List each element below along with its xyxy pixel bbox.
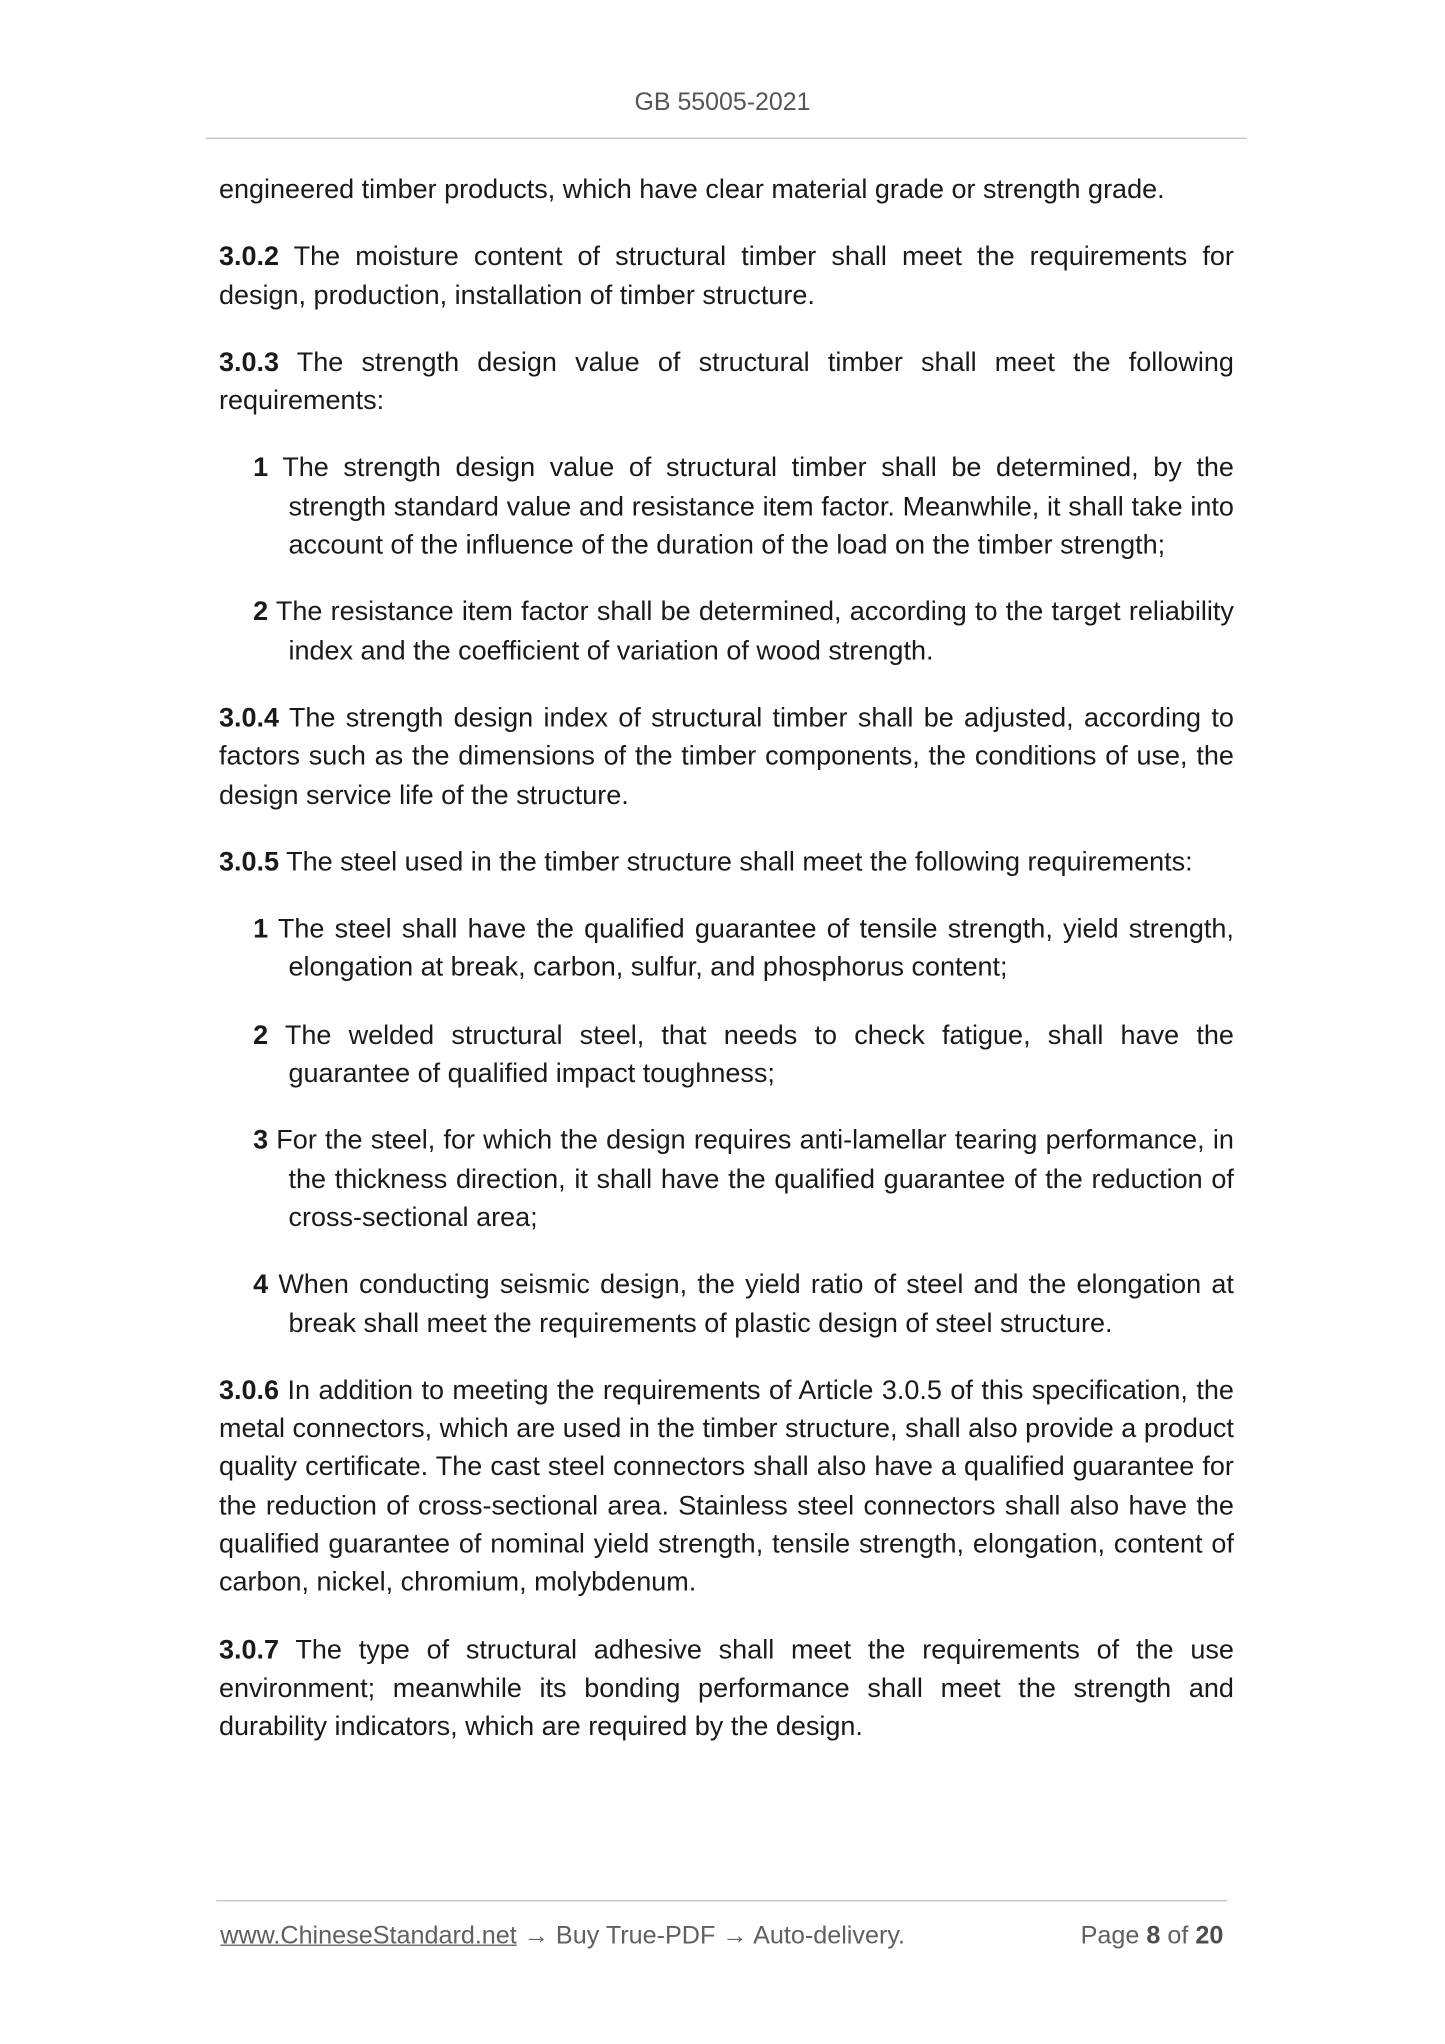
page-total: 20 <box>1195 1922 1224 1950</box>
clause-text: The strength design index of structural timber shall be adjusted, according to factors such as the dimensions of the timber components, the conditions of use, the design service life of the structure. <box>218 702 1234 810</box>
clause-3-0-5-item-2 <box>253 1016 1234 1093</box>
item-text: When conducting seismic design, the yield ratio of steel and the elongation at break shall meet the requirements of plastic design of steel structure. <box>278 1269 1234 1339</box>
clause-3-0-6 <box>219 1371 1234 1601</box>
clause-number: 3.0.3 <box>218 347 280 378</box>
footer-divider <box>216 1900 1227 1901</box>
clause-3-0-5 <box>219 843 1234 881</box>
clause-number: 3.0.6 <box>218 1375 280 1406</box>
clause-text: The moisture content of structural timber shall meet the requirements for design, production, installation of timber structure. <box>218 241 1234 311</box>
item-number: 1 <box>253 453 269 484</box>
item-text: The resistance item factor shall be determined, according to the target reliability index and the coefficient of variation of wood strength. <box>275 597 1234 666</box>
clause-text: The type of structural adhesive shall meet the requirements of the use environment; meanwhile its bonding performance shall meet the strength and durability indicators, which are required by the design. <box>218 1634 1234 1742</box>
clause-number: 3.0.7 <box>218 1634 280 1665</box>
item-number: 2 <box>253 597 269 628</box>
page-indicator <box>1081 1922 1224 1951</box>
document-body <box>219 170 1234 1774</box>
document-header-title: GB 55005-2021 <box>634 89 811 117</box>
item-number: 4 <box>253 1269 269 1300</box>
item-number: 1 <box>253 914 269 945</box>
item-text: The strength design value of structural timber shall be determined, by the strength standard value and resistance item factor. Meanwhile, it shall take into account of the influence of the duration of the load on the timber strength; <box>282 453 1234 561</box>
clause-number: 3.0.5 <box>218 846 280 878</box>
clause-3-0-3 <box>219 343 1234 420</box>
page-footer <box>220 1922 1223 1951</box>
clause-text: In addition to meeting the requirements of Article 3.0.5 of this specification, the metal connectors, which are used in the timber structure, shall also provide a product quality certificate. The cast steel connectors shall also have a qualified guarantee for the reduction of cross-sectional area. Stainless steel connectors shall also have the qualified guarantee of nominal yield strength, tensile strength, elongation, content of carbon, nickel, chromium, molybdenum. <box>218 1375 1234 1598</box>
item-number: 3 <box>253 1125 269 1156</box>
paragraph-text: engineered timber products, which have clear material grade or strength grade. <box>218 174 1165 205</box>
clause-3-0-2 <box>219 238 1234 315</box>
page-current: 8 <box>1146 1922 1161 1950</box>
clause-3-0-5-item-4 <box>253 1266 1234 1343</box>
item-number: 2 <box>253 1019 269 1050</box>
clause-number: 3.0.2 <box>218 241 280 272</box>
clause-3-0-3-item-1 <box>253 449 1234 564</box>
clause-number: 3.0.4 <box>218 702 280 733</box>
clause-3-0-4 <box>219 699 1234 814</box>
website-link[interactable]: www.ChineseStandard.net <box>220 1922 517 1950</box>
clause-3-0-7 <box>219 1631 1234 1746</box>
page-of-label: of <box>1167 1922 1189 1950</box>
clause-3-0-3-item-2 <box>253 593 1234 670</box>
footer-tagline: → Buy True-PDF → Auto-delivery. <box>516 1922 906 1950</box>
item-text: The steel shall have the qualified guarantee of tensile strength, yield strength, elongation at break, carbon, sulfur, and phosphorus content; <box>277 914 1234 983</box>
clause-text: The steel used in the timber structure shall meet the following requirements: <box>286 846 1193 878</box>
paragraph-continued <box>219 170 1234 208</box>
item-text: For the steel, for which the design requires anti-lamellar tearing performance, in the thickness direction, it shall have the qualified guarantee of the reduction of cross-sectional area; <box>276 1125 1234 1233</box>
clause-text: The strength design value of structural timber shall meet the following requirements: <box>218 347 1234 416</box>
page-label: Page <box>1080 1922 1140 1950</box>
item-text: The welded structural steel, that needs to check fatigue, shall have the guarantee of qualified impact toughness; <box>284 1019 1234 1089</box>
header-divider <box>206 138 1247 139</box>
clause-3-0-5-item-3 <box>253 1122 1234 1237</box>
clause-3-0-5-item-1 <box>253 910 1234 987</box>
